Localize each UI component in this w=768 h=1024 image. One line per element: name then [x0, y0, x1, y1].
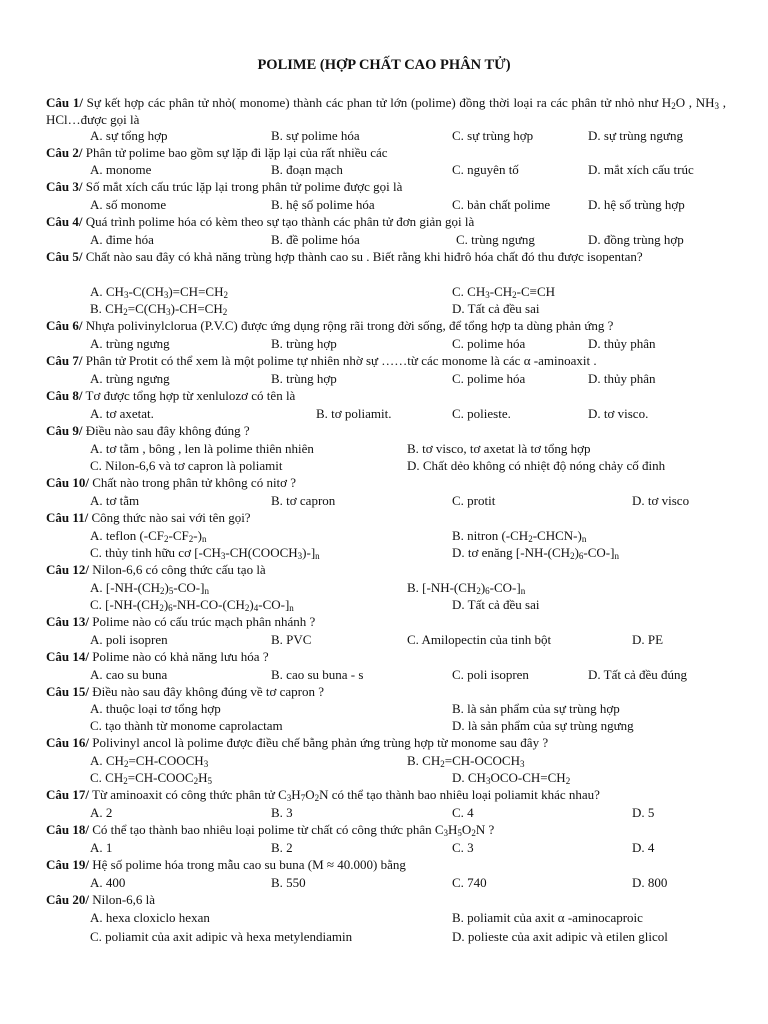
answer-option: B. 2 — [271, 840, 293, 855]
question-text: Phân tử polime bao gồm sự lặp đi lặp lại của rất nhiều các — [82, 145, 388, 160]
answer-option: C. Nilon-6,6 và tơ capron là poliamit — [90, 458, 283, 473]
answer-option: C. poliamit của axit adipic và hexa metylendiamin — [90, 929, 353, 944]
question-label: Câu 19/ — [46, 857, 89, 872]
answer-option: D. Tất cả đều sai — [452, 597, 540, 612]
question-text: Số mắt xích cấu trúc lặp lại trong phân tử polime được gọi là — [82, 179, 403, 194]
question-label: Câu 2/ — [46, 145, 83, 160]
answer-option: D. sự trùng ngưng — [588, 128, 683, 143]
answer-option: D. tơ visco. — [588, 406, 649, 421]
answer-option: D. hệ số trùng hợp — [588, 197, 685, 212]
answer-option: A. poli isopren — [90, 632, 168, 647]
answer-option: A. đime hóa — [90, 232, 154, 247]
answer-option: B. cao su buna - s — [271, 667, 364, 682]
question-label: Câu 9/ — [46, 423, 83, 438]
answer-option: C. 4 — [452, 805, 474, 820]
question-label: Câu 13/ — [46, 614, 89, 629]
answer-option: C. thủy tinh hữu cơ $[-CH_3-CH(COOCH_3)-]_n$ — [90, 545, 320, 561]
question-11 — [46, 509, 251, 526]
question-text: Polivinyl ancol là polime được điều chế bằng phản ứng trùng hợp từ monome sau đây ? — [88, 735, 549, 750]
question-label: Câu 20/ — [46, 892, 89, 907]
question-label: Câu 10/ — [46, 475, 89, 490]
answer-option: B. PVC — [271, 632, 312, 647]
answer-option: D. $CH_3OCO-CH=CH_2$ — [452, 770, 571, 786]
answer-option: A. $CH_2=CH-COOCH_3$ — [90, 753, 209, 769]
question-text: Hệ số polime hóa trong mẫu cao su buna (M ≈ 40.000) bằng — [88, 857, 406, 872]
question-18 — [46, 821, 494, 838]
question-label: Câu 11/ — [46, 510, 89, 525]
question-text: Chất nào trong phân tử không có nitơ ? — [88, 475, 297, 490]
answer-option: C. protit — [452, 493, 496, 508]
answer-option: B. tơ visco, tơ axetat là tơ tổng hợp — [407, 441, 591, 456]
answer-option: A. 2 — [90, 805, 113, 820]
answer-option: C. polime hóa — [452, 371, 526, 386]
question-14 — [46, 648, 269, 665]
question-6 — [46, 317, 613, 334]
question-text: Từ aminoaxit có công thức phân tử $C_3H_7O_2N$ có thể tạo thành bao nhiêu loại poliamit khác nhau? — [88, 787, 600, 803]
answer-option: A. 400 — [90, 875, 126, 890]
answer-option: B. đoạn mạch — [271, 162, 343, 177]
answer-option: D. 5 — [632, 805, 655, 820]
answer-option: A. số monome — [90, 197, 167, 212]
question-text: Công thức nào sai với tên gọi? — [88, 510, 251, 525]
question-text: Tơ được tổng hợp từ xenlulozơ có tên là — [82, 388, 296, 403]
answer-option: D. 800 — [632, 875, 668, 890]
question-text: Nilon-6,6 là — [88, 892, 156, 907]
question-4 — [46, 213, 474, 230]
answer-option: C. $CH_3-CH_2-C\equiv CH$ — [452, 284, 556, 300]
answer-option: D. Tất cả đều đúng — [588, 667, 688, 682]
answer-option: D. polieste của axit adipic và etilen glicol — [452, 929, 668, 944]
question-label: Câu 3/ — [46, 179, 83, 194]
answer-option: C. $[-NH-(CH_2)_6-NH-CO-(CH_2)_4-CO-]_n$ — [90, 597, 294, 613]
answer-option: A. hexa cloxiclo hexan — [90, 910, 210, 925]
question-label: Câu 8/ — [46, 388, 83, 403]
question-8 — [46, 387, 295, 404]
answer-option: A. sự tổng hợp — [90, 128, 168, 143]
question-text: Sự kết hợp các phân tử nhỏ( monome) thành các phan tử lớn (polime) đồng thời loại ra các phân tử nhỏ như $H_2O$ , $NH_3$ , HCl…được gọi là — [46, 95, 727, 127]
question-17 — [46, 786, 600, 803]
answer-option: A. tơ tằm , bông , len là polime thiên nhiên — [90, 441, 314, 456]
question-label: Câu 16/ — [46, 735, 89, 750]
answer-option: C. 3 — [452, 840, 474, 855]
answer-option: C. bản chất polime — [452, 197, 551, 212]
answer-option: D. Tất cả đều sai — [452, 301, 540, 316]
question-1 — [46, 94, 726, 128]
question-label: Câu 5/ — [46, 249, 83, 264]
question-label: Câu 14/ — [46, 649, 89, 664]
answer-option: B. trùng hợp — [271, 371, 337, 386]
question-label: Câu 15/ — [46, 684, 89, 699]
question-7 — [46, 352, 597, 369]
question-10 — [46, 474, 296, 491]
answer-option: D. là sản phẩm của sự trùng ngưng — [452, 718, 634, 733]
answer-option: D. đồng trùng hợp — [588, 232, 684, 247]
answer-option: C. poli isopren — [452, 667, 529, 682]
answer-option: B. hệ số polime hóa — [271, 197, 375, 212]
answer-option: D. tơ enăng $[-NH-(CH_2)_6-CO-]_n$ — [452, 545, 619, 561]
answer-option: B. 3 — [271, 805, 293, 820]
answer-option: D. 4 — [632, 840, 655, 855]
question-label: Câu 18/ — [46, 822, 89, 837]
question-label: Câu 1/ — [46, 95, 83, 110]
question-label: Câu 12/ — [46, 562, 89, 577]
answer-option: B. 550 — [271, 875, 306, 890]
question-2 — [46, 144, 388, 161]
answer-option: C. Amilopectin của tinh bột — [407, 632, 552, 647]
answer-option: B. nitron $(-CH_2-CHCN-)_n$ — [452, 528, 587, 544]
answer-option: B. trùng hợp — [271, 336, 337, 351]
question-text: Nilon-6,6 có công thức cấu tạo là — [88, 562, 266, 577]
answer-option: B. $[-NH-(CH_2)_6-CO-]_n$ — [407, 580, 526, 596]
answer-option: C. trùng ngưng — [456, 232, 535, 247]
answer-option: D. thủy phân — [588, 336, 656, 351]
answer-option: D. Chất dẻo không có nhiệt độ nóng chảy cố đinh — [407, 458, 666, 473]
answer-option: A. thuộc loại tơ tổng hợp — [90, 701, 221, 716]
question-text: Điều nào sau đây không đúng ? — [82, 423, 250, 438]
answer-option: B. là sản phẩm của sự trùng hợp — [452, 701, 620, 716]
answer-option: A. teflon $(-CF_2-CF_2-)_n$ — [90, 528, 207, 544]
answer-option: A. tơ tằm — [90, 493, 140, 508]
answer-option: B. tơ capron — [271, 493, 336, 508]
question-text: Polime nào có cấu trúc mạch phân nhánh ? — [88, 614, 316, 629]
question-text: Polime nào có khả năng lưu hóa ? — [88, 649, 269, 664]
answer-option: C. tạo thành từ monome caprolactam — [90, 718, 283, 733]
question-text: Nhựa polivinylclorua (P.V.C) được ứng dụng rộng rãi trong đời sống, để tổng hợp ta dùng phản ứng ? — [82, 318, 614, 333]
question-5 — [46, 248, 726, 265]
answer-option: D. mắt xích cấu trúc — [588, 162, 694, 177]
question-text: Phân tử Protit có thể xem là một polime tự nhiên nhờ sự ……từ các monome là các α -aminoaxit . — [82, 353, 597, 368]
answer-option: A. $[-NH-(CH_2)_5-CO-]_n$ — [90, 580, 209, 596]
answer-option: A. monome — [90, 162, 152, 177]
answer-option: C. $CH_2=CH-COOC_2H_5$ — [90, 770, 212, 786]
question-text: Quá trình polime hóa có kèm theo sự tạo thành các phân tử đơn giản gọi là — [82, 214, 475, 229]
question-13 — [46, 613, 315, 630]
answer-option: B. $CH_2=CH-OCOCH_3$ — [407, 753, 525, 769]
question-label: Câu 6/ — [46, 318, 83, 333]
answer-option: A. trùng ngưng — [90, 336, 170, 351]
question-3 — [46, 178, 402, 195]
question-text: Điều nào sau đây không đúng về tơ capron ? — [88, 684, 325, 699]
answer-option: C. nguyên tố — [452, 162, 519, 177]
question-16 — [46, 734, 548, 751]
answer-option: B. tơ poliamit. — [316, 406, 392, 421]
answer-option: B. đề polime hóa — [271, 232, 360, 247]
question-19 — [46, 856, 406, 873]
question-label: Câu 17/ — [46, 787, 89, 802]
answer-option: A. trùng ngưng — [90, 371, 170, 386]
answer-option: A. tơ axetat. — [90, 406, 154, 421]
answer-option: B. $CH_2=C(CH_3)-CH=CH_2$ — [90, 301, 228, 317]
question-12 — [46, 561, 266, 578]
answer-option: B. sự polime hóa — [271, 128, 360, 143]
answer-option: C. polime hóa — [452, 336, 526, 351]
page-title: POLIME (HỢP CHẤT CAO PHÂN TỬ) — [257, 57, 511, 73]
answer-option: A. cao su buna — [90, 667, 168, 682]
question-9 — [46, 422, 250, 439]
question-label: Câu 7/ — [46, 353, 83, 368]
question-20 — [46, 891, 155, 908]
answer-option: D. tơ visco — [632, 493, 690, 508]
answer-option: C. polieste. — [452, 406, 511, 421]
question-text: Chất nào sau đây có khả năng trùng hợp thành cao su . Biết rằng khi hiđrô hóa chất đó thu được isopentan? — [82, 249, 643, 264]
answer-option: B. poliamit của axit α -aminocaproic — [452, 910, 643, 925]
answer-option: A. 1 — [90, 840, 113, 855]
answer-option: A. $CH_3-C(CH_3)=CH=CH_2$ — [90, 284, 228, 300]
answer-option: C. sự trùng hợp — [452, 128, 534, 143]
answer-option: D. PE — [632, 632, 664, 647]
question-15 — [46, 683, 324, 700]
question-text: Có thể tạo thành bao nhiêu loại polime từ chất có công thức phân $C_3H_5O_2N$ ? — [88, 822, 495, 838]
answer-option: C. 740 — [452, 875, 487, 890]
answer-option: D. thủy phân — [588, 371, 656, 386]
question-label: Câu 4/ — [46, 214, 83, 229]
